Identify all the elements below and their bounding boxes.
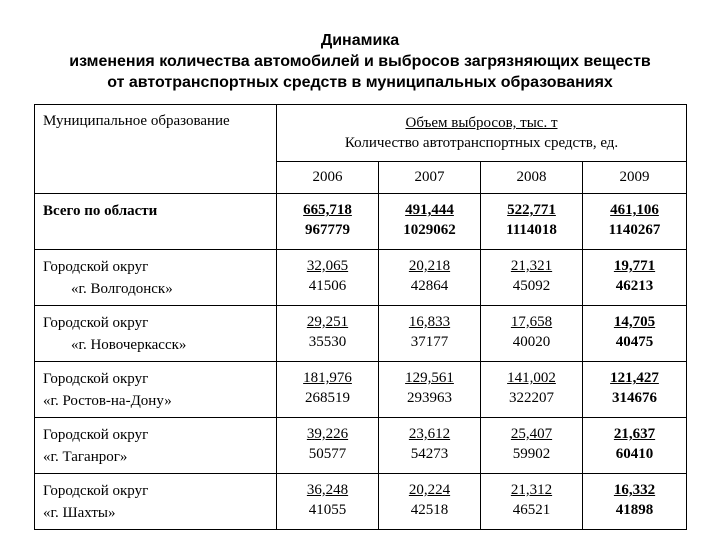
data-cell (379, 362, 481, 418)
vehicles-value: 50577 (308, 446, 347, 462)
column-header-emissions: Объем выбросов, тыс. т (405, 115, 558, 131)
emissions-value: 36,248 (306, 482, 349, 498)
vehicles-value: 40020 (512, 334, 551, 350)
vehicles-value: 1140267 (608, 222, 661, 238)
row-name-line-2: «г. Волгодонск» (71, 281, 173, 297)
emissions-value: 19,771 (613, 258, 656, 274)
data-cell (277, 306, 379, 362)
vehicles-value: 293963 (407, 390, 452, 406)
table-row-shakhty (35, 474, 687, 530)
vehicles-value: 40475 (615, 334, 654, 350)
data-cell (583, 306, 687, 362)
data-cell (481, 194, 583, 250)
vehicles-value: 42518 (410, 502, 449, 518)
row-name (35, 418, 277, 474)
data-cell (379, 474, 481, 530)
data-cell (379, 418, 481, 474)
vehicles-value: 59902 (512, 446, 551, 462)
emissions-value: 522,771 (507, 202, 556, 218)
title-line-1: Динамика (320, 32, 400, 49)
document-title (0, 30, 720, 93)
column-header-municipality: Муниципальное образование (35, 105, 277, 194)
vehicles-value: 268519 (305, 390, 350, 406)
emissions-value: 20,224 (408, 482, 451, 498)
data-cell (481, 250, 583, 306)
header-row (35, 105, 687, 162)
vehicles-value: 54273 (410, 446, 449, 462)
table-row-volgodonsk (35, 250, 687, 306)
emissions-value: 20,218 (408, 258, 451, 274)
row-name-line-2: «г. Ростов-на-Дону» (43, 393, 172, 409)
table-row-taganrog (35, 418, 687, 474)
data-cell (481, 362, 583, 418)
vehicles-value: 45092 (512, 278, 551, 294)
emissions-value: 491,444 (405, 202, 454, 218)
year-header: 2009 (583, 162, 687, 194)
emissions-value: 21,312 (510, 482, 553, 498)
row-name-line-1: Городской округ (43, 259, 149, 275)
vehicles-value: 967779 (305, 222, 350, 238)
data-cell (277, 418, 379, 474)
emissions-value: 29,251 (306, 314, 349, 330)
emissions-value: 141,002 (507, 370, 556, 386)
title-line-3: от автотранспортных средств в муниципальных образованиях (107, 74, 613, 91)
emissions-value: 23,612 (408, 426, 451, 442)
row-name-line-1: Городской округ (43, 427, 149, 443)
row-name (35, 306, 277, 362)
row-name-line-1: Городской округ (43, 371, 149, 387)
vehicles-value: 41898 (615, 502, 654, 518)
row-name-line-2: «г. Шахты» (43, 505, 116, 521)
vehicles-value: 41506 (308, 278, 347, 294)
emissions-value: 25,407 (510, 426, 553, 442)
data-cell (379, 194, 481, 250)
emissions-value: 21,321 (510, 258, 553, 274)
data-cell (277, 250, 379, 306)
column-header-measures (277, 105, 687, 162)
table-row-rostov-on-don (35, 362, 687, 418)
data-cell (583, 474, 687, 530)
emissions-value: 121,427 (610, 370, 659, 386)
data-cell (277, 474, 379, 530)
data-cell (481, 306, 583, 362)
emissions-value: 39,226 (306, 426, 349, 442)
emissions-value: 21,637 (613, 426, 656, 442)
vehicles-value: 1114018 (506, 222, 557, 238)
vehicles-value: 60410 (615, 446, 654, 462)
table-row-region-total (35, 194, 687, 250)
row-name-line-1: Всего по области (43, 203, 158, 219)
vehicles-value: 1029062 (403, 222, 456, 238)
emissions-value: 16,833 (408, 314, 451, 330)
data-cell (583, 362, 687, 418)
vehicles-value: 41055 (308, 502, 347, 518)
row-name-line-1: Городской округ (43, 483, 149, 499)
emissions-value: 32,065 (306, 258, 349, 274)
data-cell (583, 418, 687, 474)
emissions-value: 14,705 (613, 314, 656, 330)
emissions-value: 17,658 (510, 314, 553, 330)
emissions-value: 16,332 (613, 482, 656, 498)
column-header-vehicles: Количество автотранспортных средств, ед. (344, 135, 619, 151)
data-cell (379, 250, 481, 306)
row-name (35, 474, 277, 530)
vehicles-value: 42864 (410, 278, 449, 294)
vehicles-value: 46521 (512, 502, 551, 518)
row-name (35, 194, 277, 250)
table-row-novocherkassk (35, 306, 687, 362)
emissions-value: 665,718 (303, 202, 352, 218)
emissions-value: 129,561 (405, 370, 454, 386)
emissions-value: 461,106 (610, 202, 659, 218)
vehicles-value: 35530 (308, 334, 347, 350)
data-cell (583, 194, 687, 250)
row-name-line-2: «г. Таганрог» (43, 449, 128, 465)
year-header: 2006 (277, 162, 379, 194)
emissions-value: 181,976 (303, 370, 352, 386)
year-header: 2007 (379, 162, 481, 194)
data-cell (379, 306, 481, 362)
vehicles-value: 322207 (509, 390, 554, 406)
row-name-line-2: «г. Новочеркасск» (71, 337, 187, 353)
vehicles-value: 46213 (615, 278, 654, 294)
vehicles-value: 314676 (612, 390, 657, 406)
vehicles-value: 37177 (410, 334, 449, 350)
row-name (35, 250, 277, 306)
title-line-2: изменения количества автомобилей и выбросов загрязняющих веществ (69, 53, 651, 70)
data-cell (481, 418, 583, 474)
data-cell (583, 250, 687, 306)
data-cell (277, 194, 379, 250)
data-cell (277, 362, 379, 418)
row-name-line-1: Городской округ (43, 315, 149, 331)
row-name (35, 362, 277, 418)
year-header: 2008 (481, 162, 583, 194)
emissions-table (34, 104, 687, 530)
data-cell (481, 474, 583, 530)
